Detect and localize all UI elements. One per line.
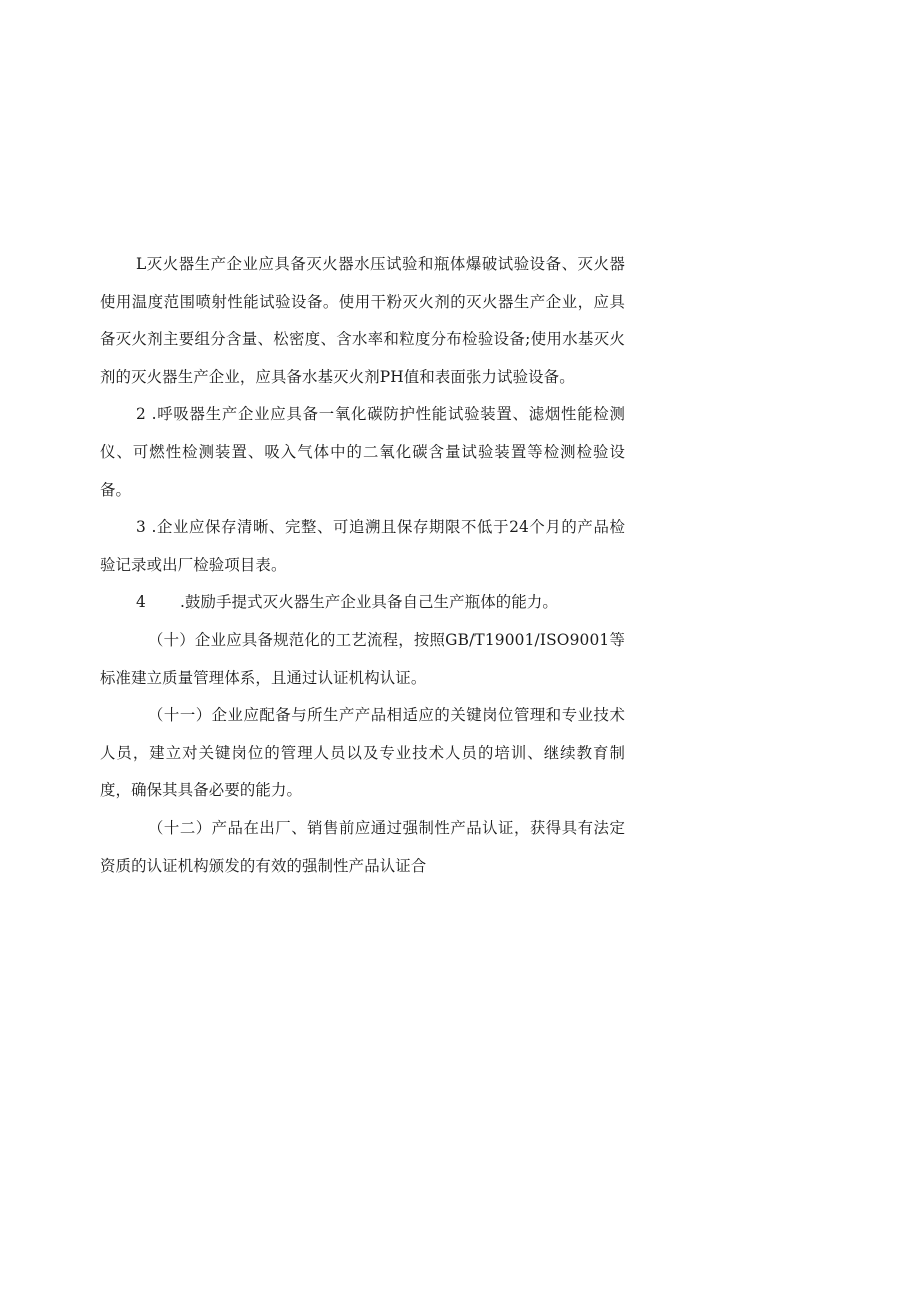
paragraph-clause-11: （十一）企业应配备与所生产产品相适应的关键岗位管理和专业技术人员，建立对关键岗位的管理人员以及专业技术人员的培训、继续教育制度，确保其具备必要的能力。 [100, 706, 625, 800]
paragraph-item-1: L灭火器生产企业应具备灭火器水压试验和瓶体爆破试验设备、灭火器使用温度范围喷射性能试验设备。使用干粉灭火剂的灭火器生产企业，应具备灭火剂主要组分含量、松密度、含水率和粒度分布检验设备;使用水基灭火剂的灭火器生产企业，应具备水基灭火剂PH值和表面张力试验设备。 [100, 255, 625, 386]
document-body [100, 246, 625, 885]
paragraph-item-4 [100, 584, 625, 622]
paragraph-item-2: 2 .呼吸器生产企业应具备一氧化碳防护性能试验装置、滤烟性能检测仪、可燃性检测装置、吸入气体中的二氧化碳含量试验装置等检测检验设备。 [100, 405, 625, 499]
item-4-number: 4 [136, 593, 146, 612]
item-4-text: .鼓励手提式灭火器生产企业具备自己生产瓶体的能力。 [179, 593, 558, 612]
paragraph-item-3: 3 .企业应保存清晰、完整、可追溯且保存期限不低于24个月的产品检验记录或出厂检验项目表。 [100, 518, 625, 574]
paragraph-clause-10: （十）企业应具备规范化的工艺流程，按照GB/T19001/ISO9001等标准建立质量管理体系，且通过认证机构认证。 [100, 630, 625, 687]
paragraph-clause-12: （十二）产品在出厂、销售前应通过强制性产品认证，获得具有法定资质的认证机构颁发的有效的强制性产品认证合 [100, 818, 625, 875]
